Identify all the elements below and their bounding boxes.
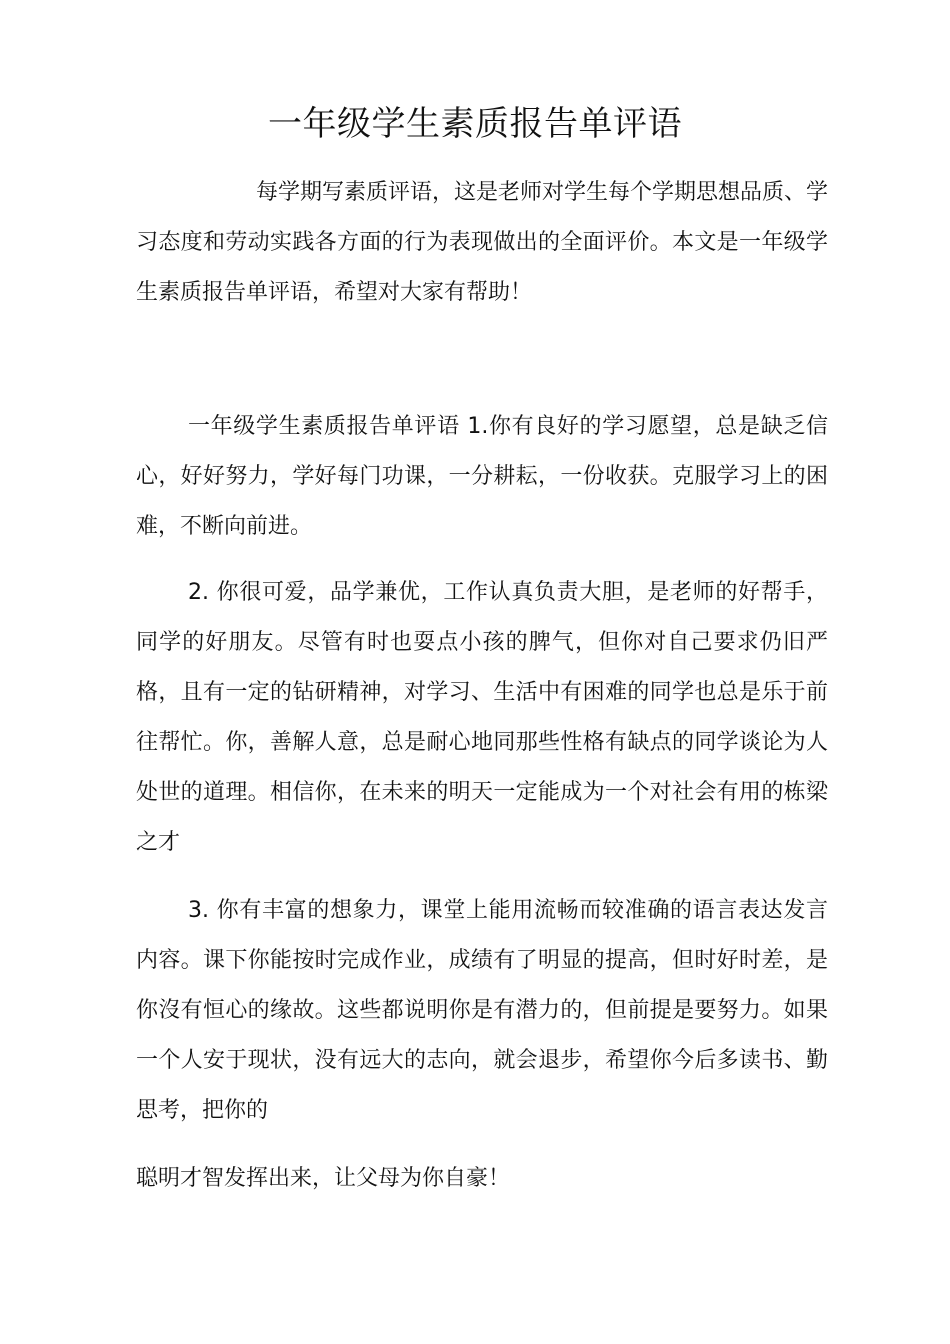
closing-paragraph: 聪明才智发挥出来，让父母为你自豪！ [136, 1166, 511, 1191]
comment-paragraph-1: 一年级学生素质报告单评语 1.你有良好的学习愿望，总是缺乏信心，好好努力，学好每门功课，一分耕耘，一份收获。克服学习上的困难，不断向前进。 [136, 414, 828, 539]
comment-paragraph-3: 3. 你有丰富的想象力，课堂上能用流畅而较准确的语言表达发言内容。课下你能按时完成作业，成绩有了明显的提高，但时好时差，是你沒有恒心的缘故。这些都说明你是有潜力的，但前提是要努力。如果一个人安于现状，没有远大的志向，就会退步，希望你今后多读书、勤思考，把你的 [136, 898, 828, 1123]
comment-paragraph-2: 2. 你很可爱，品学兼优，工作认真负责大胆，是老师的好帮手，同学的好朋友。尽管有时也耍点小孩的脾气，但你对自己要求仍旧严格，且有一定的钻研精神，对学习、生活中有困难的同学也总是乐于前往帮忙。你，善解人意，总是耐心地同那些性格有缺点的同学谈论为人处世的道理。相信你，在未来的明天一定能成为一个对社会有用的栋梁之才 [136, 580, 828, 855]
intro-paragraph: 每学期写素质评语，这是老师对学生每个学期思想品质、学习态度和劳动实践各方面的行为表现做出的全面评价。本文是一年级学生素质报告单评语，希望对大家有帮助！ [136, 180, 829, 305]
document-title: 一年级学生素质报告单评语 [268, 104, 682, 144]
